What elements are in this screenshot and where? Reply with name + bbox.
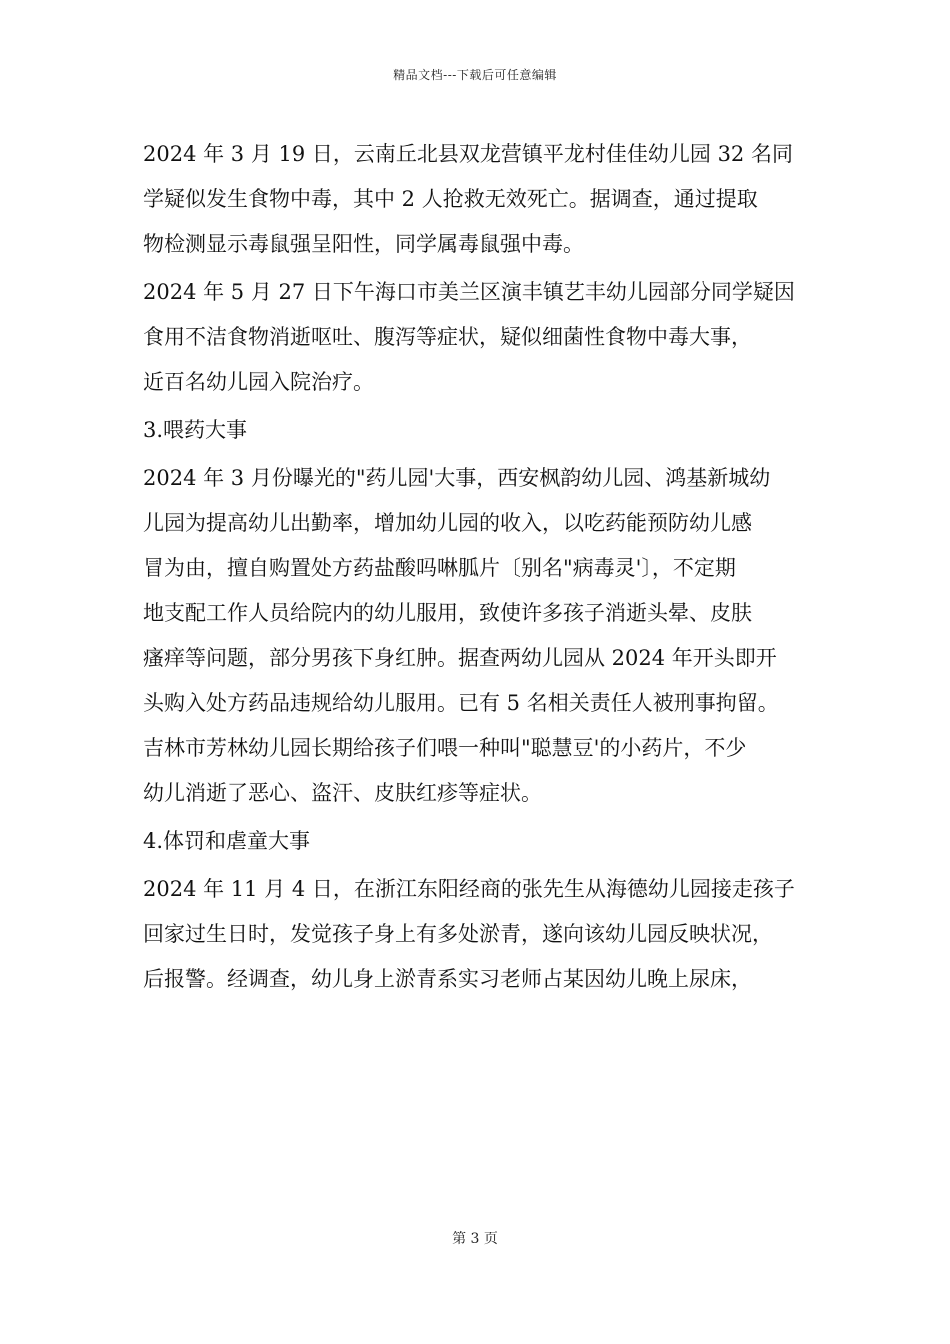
text-line: 食用不洁食物消逝呕吐、腹泻等症状，疑似细菌性食物中毒大事， [143, 325, 752, 349]
text-line: 回家过生日时，发觉孩子身上有多处淤青，遂向该幼儿园反映状况， [143, 922, 773, 946]
text-line: 头购入处方药品违规给幼儿服用。已有 5 名相关责任人被刑事拘留。 [143, 691, 779, 715]
section-heading [143, 819, 823, 864]
section-heading [143, 408, 823, 453]
page-number: 第 3 页 [452, 1231, 498, 1247]
paragraph [143, 270, 823, 405]
document-body [143, 132, 823, 1002]
text-line: 3.喂药大事 [143, 418, 248, 442]
text-line: 地支配工作人员给院内的幼儿服用，致使许多孩子消逝头晕、皮肤 [143, 601, 752, 625]
text-line: 瘙痒等问题，部分男孩下身红肿。据查两幼儿园从 2024 年开头即开 [143, 646, 777, 670]
paragraph [143, 867, 823, 1002]
text-line: 学疑似发生食物中毒，其中 2 人抢救无效死亡。据调查，通过提取 [143, 187, 758, 211]
text-line: 2024 年 11 月 4 日，在浙江东阳经商的张先生从海德幼儿园接走孩子 [143, 877, 795, 901]
text-line: 幼儿消逝了恶心、盗汗、皮肤红疹等症状。 [143, 781, 542, 805]
page-header: 精品文档---下载后可任意编辑 [393, 68, 557, 82]
text-line: 近百名幼儿园入院治疗。 [143, 370, 374, 394]
text-line: 2024 年 3 月 19 日，云南丘北县双龙营镇平龙村佳佳幼儿园 32 名同 [143, 142, 793, 166]
text-line: 后报警。经调查，幼儿身上淤青系实习老师占某因幼儿晚上尿床， [143, 967, 752, 991]
text-line: 吉林市芳林幼儿园长期给孩子们喂一种叫"聪慧豆'的小药片，不少 [143, 736, 747, 760]
text-line: 2024 年 5 月 27 日下午海口市美兰区演丰镇艺丰幼儿园部分同学疑因 [143, 280, 795, 304]
text-line: 冒为由，擅自购置处方药盐酸吗啉胍片〔别名"病毒灵'〕，不定期 [143, 556, 736, 580]
paragraph [143, 132, 823, 267]
paragraph [143, 456, 823, 816]
text-line: 物检测显示毒鼠强呈阳性，同学属毒鼠强中毒。 [143, 232, 584, 256]
text-line: 2024 年 3 月份曝光的"药儿园'大事，西安枫韵幼儿园、鸿基新城幼 [143, 466, 771, 490]
text-line: 儿园为提高幼儿出勤率，增加幼儿园的收入，以吃药能预防幼儿感 [143, 511, 752, 535]
text-line: 4.体罚和虐童大事 [143, 829, 311, 853]
